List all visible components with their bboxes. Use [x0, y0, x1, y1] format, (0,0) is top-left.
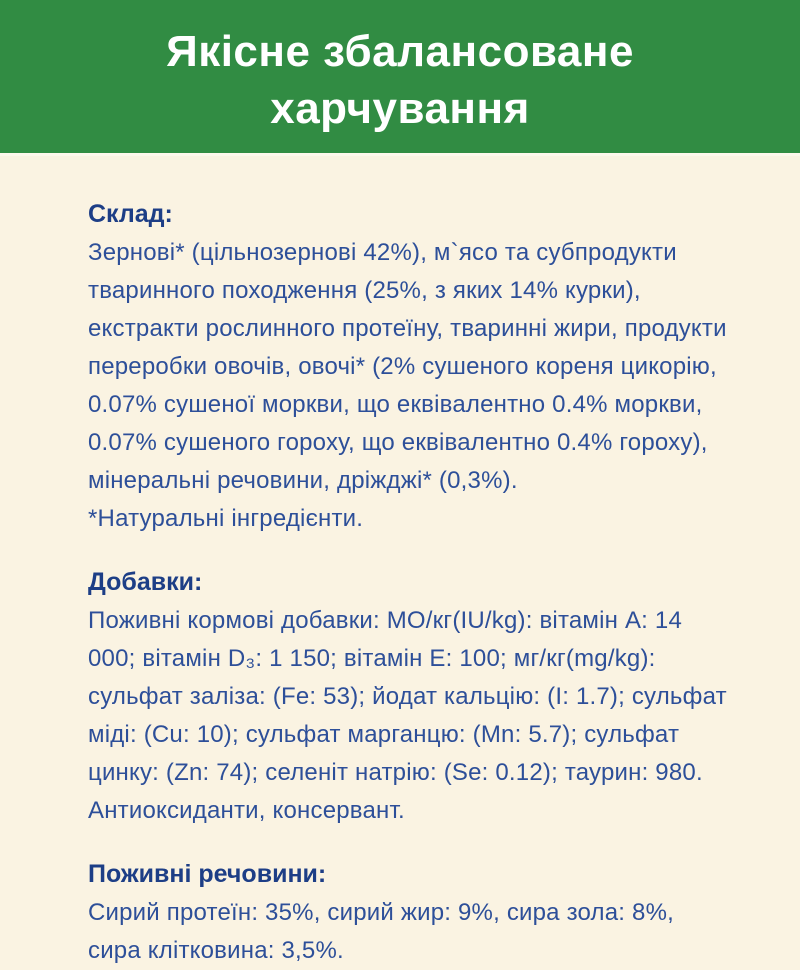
- section-nutrients: [88, 858, 730, 970]
- section-paragraph: Зернові* (цільнозернові 42%), м`ясо та субпродукти тваринного походження (25%, з яких 14% курки), екстракти рослинного протеїну, тваринні жири, продукти переробки овочів, овочі* (2% сушеного кореня цикорію, 0.07% сушеної моркви, що еквівалентно 0.4% моркви, 0.07% сушеного гороху, що еквівалентно 0.4% гороху), мінеральні речовини, дріжджі* (0,3%).: [88, 239, 727, 494]
- section-composition: [88, 198, 730, 538]
- header-banner: [0, 0, 800, 153]
- banner-title-line2: харчування: [270, 83, 530, 133]
- banner-title-line1: Якісне збалансоване: [166, 26, 634, 76]
- product-description-content: [0, 156, 800, 970]
- section-paragraph: Поживні кормові добавки: МО/кг(IU/kg): вітамін А: 14 000; вітамін D₃: 1 150; вітамін Е: 100; мг/кг(mg/kg): сульфат заліза: (Fe: 53); йодат кальцію: (I: 1.7); сульфат міді: (Cu: 10); сульфат марганцю: (Mn: 5.7); сульфат цинку: (Zn: 74); селеніт натрію: (Se: 0.12); таурин: 980. Антиоксиданти, консервант.: [88, 607, 727, 824]
- section-additives: [88, 566, 730, 830]
- section-heading: Добавки:: [88, 568, 203, 596]
- section-heading: Склад:: [88, 200, 173, 228]
- section-heading: Поживні речовини:: [88, 860, 327, 888]
- section-paragraph: *Натуральні інгредієнти.: [88, 505, 364, 532]
- section-paragraph: Сирий протеїн: 35%, сирий жир: 9%, сира зола: 8%, сира клітковина: 3,5%.: [88, 899, 674, 964]
